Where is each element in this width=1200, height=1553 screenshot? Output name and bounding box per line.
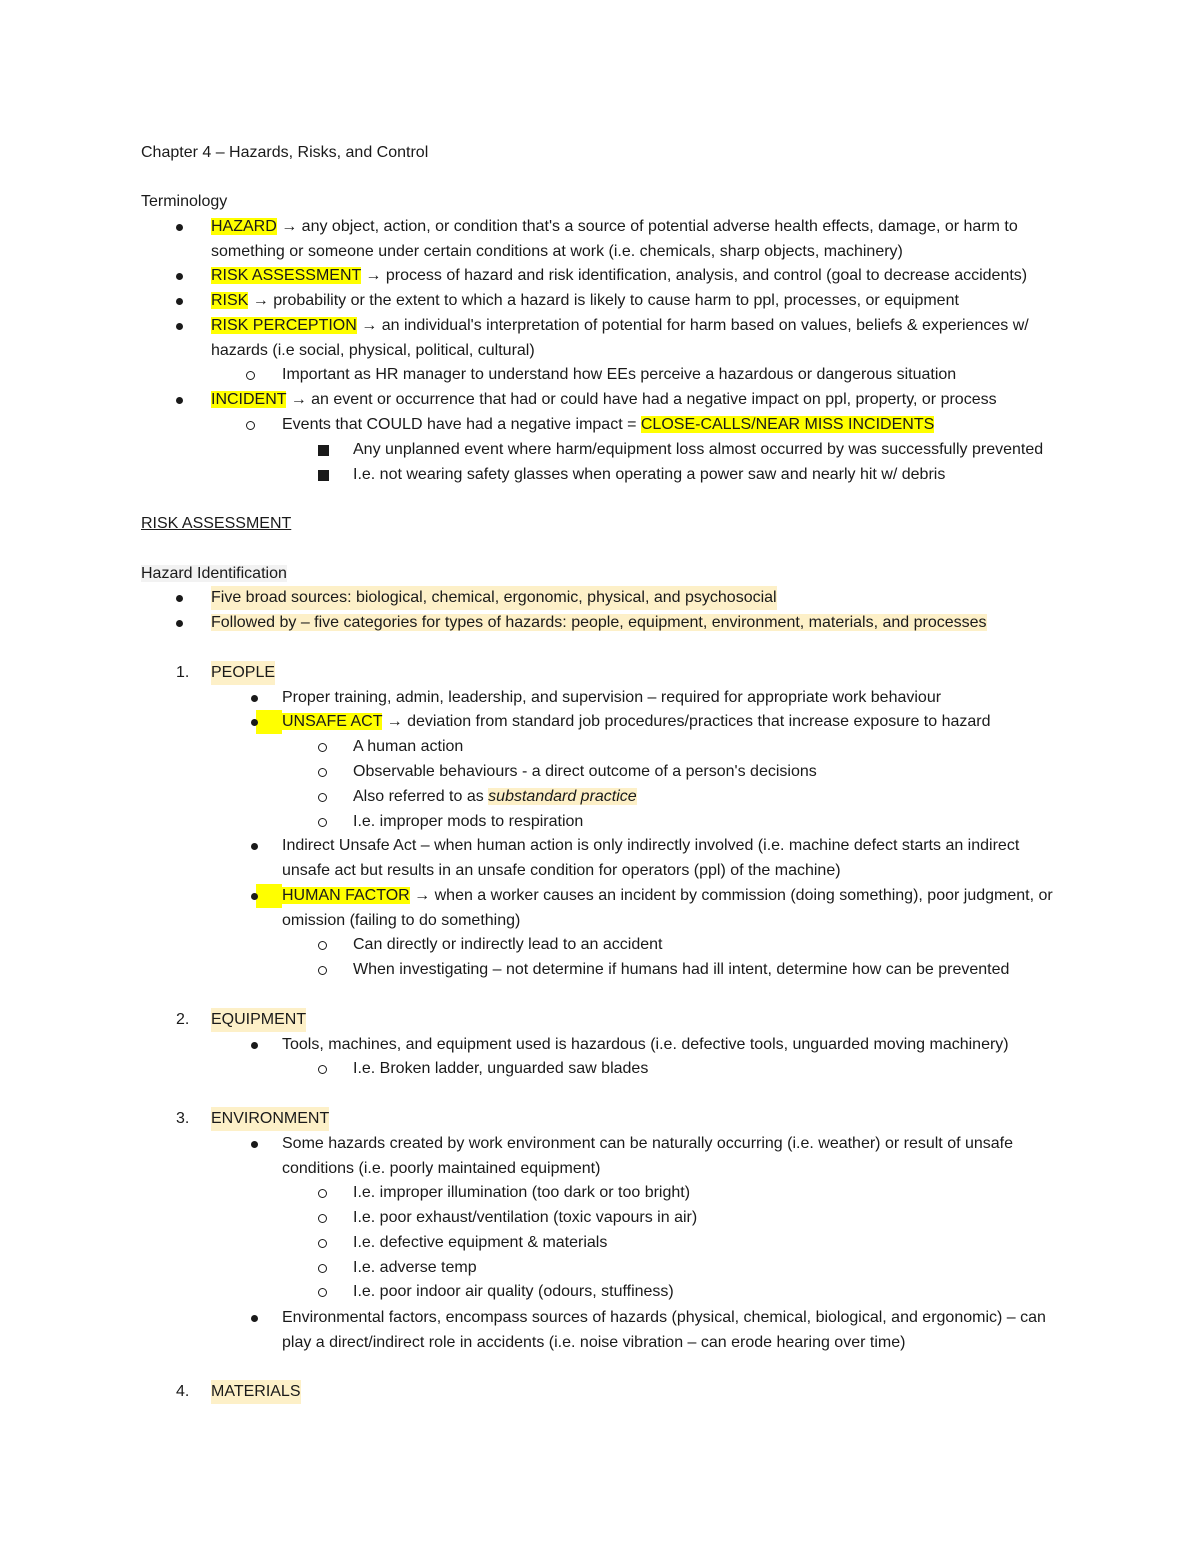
term-hazard: HAZARD [211, 218, 277, 235]
bullet-disc-icon [176, 397, 183, 404]
bullet-circle-icon [318, 1239, 327, 1248]
bullet-circle-icon [318, 1288, 327, 1297]
page-title: Chapter 4 – Hazards, Risks, and Control [141, 144, 429, 161]
list-item-text-cont: unsafe act but results in an unsafe condition for operators (ppl) of the machine) [282, 862, 841, 879]
risk-assessment-definition: → process of hazard and risk identification, analysis, and control (goal to decrease accidents) [360, 267, 1028, 284]
bullet-disc-icon [251, 1042, 258, 1049]
bullet-circle-icon [318, 941, 327, 950]
item-number: 2. [176, 1011, 190, 1028]
item-number: 1. [176, 664, 190, 681]
bullet-disc-icon [251, 719, 258, 726]
term-human-factor: HUMAN FACTOR [282, 887, 410, 904]
bullet-circle-icon [318, 1065, 327, 1074]
human-factor-definition-cont: omission (failing to do something) [282, 912, 521, 929]
sub-item-text: Important as HR manager to understand how EEs perceive a hazardous or dangerous situation [282, 366, 957, 383]
bullet-square-icon [318, 445, 329, 456]
bullet-circle-icon [246, 421, 255, 430]
category-label-people: PEOPLE [211, 661, 275, 685]
sub-item-text: Observable behaviours - a direct outcome of a person's decisions [353, 763, 817, 780]
bullet-disc-icon [176, 273, 183, 280]
category-label-materials: MATERIALS [211, 1380, 301, 1404]
list-item-text-cont: conditions (i.e. poorly maintained equipment) [282, 1160, 601, 1177]
hazard-identification-heading [141, 562, 287, 586]
list-item-text: Proper training, admin, leadership, and supervision – required for appropriate work behaviour [282, 689, 942, 706]
sub-item-text: I.e. Broken ladder, unguarded saw blades [353, 1060, 649, 1077]
section-heading-risk-assessment: RISK ASSESSMENT [141, 515, 292, 532]
highlight-marker [256, 710, 282, 734]
sub-item-text: Also referred to as [353, 788, 489, 805]
bullet-disc-icon [176, 298, 183, 305]
bullet-circle-icon [318, 966, 327, 975]
sub-item-text: I.e. poor exhaust/ventilation (toxic vapours in air) [353, 1209, 698, 1226]
highlight-marker [256, 884, 282, 908]
list-item-text-cont: play a direct/indirect role in accidents (i.e. noise vibration – can erode hearing over time) [282, 1334, 906, 1351]
five-sources-text: Five broad sources: biological, chemical, ergonomic, physical, and psychosocial [211, 586, 777, 610]
list-item-text: Indirect Unsafe Act – when human action is only indirectly involved (i.e. machine defect starts an indirect [282, 837, 1020, 854]
bullet-circle-icon [318, 1189, 327, 1198]
bullet-circle-icon [318, 1214, 327, 1223]
bullet-disc-icon [251, 1141, 258, 1148]
sub-item-text: When investigating – not determine if humans had ill intent, determine how can be prevented [353, 961, 1010, 978]
bullet-disc-icon [176, 620, 183, 627]
category-label-equipment: EQUIPMENT [211, 1008, 306, 1032]
list-item-text: Tools, machines, and equipment used is hazardous (i.e. defective tools, unguarded moving machinery) [282, 1036, 1009, 1053]
sub-item-text: A human action [353, 738, 464, 755]
bullet-disc-icon [251, 695, 258, 702]
sub-sub-item-text: Any unplanned event where harm/equipment loss almost occurred by was successfully prevented [353, 441, 1044, 458]
risk-definition: → probability or the extent to which a hazard is likely to cause harm to ppl, processes, or equipment [248, 292, 959, 309]
term-risk-perception: RISK PERCEPTION [211, 317, 357, 334]
sub-item-text: Events that COULD have had a negative impact = [282, 416, 641, 433]
sub-item-text: I.e. adverse temp [353, 1259, 477, 1276]
bullet-circle-icon [318, 818, 327, 827]
sub-item-text: I.e. poor indoor air quality (odours, stuffiness) [353, 1283, 674, 1300]
sub-item-text: I.e. improper mods to respiration [353, 813, 584, 830]
hazard-identification-label: Hazard Identification [141, 565, 287, 582]
unsafe-act-definition: → deviation from standard job procedures/practices that increase exposure to hazard [382, 713, 991, 730]
bullet-square-icon [318, 470, 329, 481]
bullet-disc-icon [251, 843, 258, 850]
incident-definition: → an event or occurrence that had or could have had a negative impact on ppl, property, or process [286, 391, 997, 408]
bullet-disc-icon [251, 1315, 258, 1322]
bullet-disc-icon [176, 595, 183, 602]
hazard-definition-cont: something or someone under certain conditions at work (i.e. chemicals, sharp objects, machinery) [211, 243, 903, 260]
bullet-disc-icon [251, 893, 258, 900]
followed-by-text: Followed by [211, 614, 301, 631]
category-label-environment: ENVIRONMENT [211, 1107, 329, 1131]
bullet-circle-icon [318, 1264, 327, 1273]
substandard-practice-text: substandard practice [488, 788, 637, 805]
term-near-miss: CLOSE-CALLS/NEAR MISS INCIDENTS [640, 416, 935, 433]
term-risk-assessment: RISK ASSESSMENT [211, 267, 361, 284]
sub-item-text: I.e. defective equipment & materials [353, 1234, 608, 1251]
bullet-circle-icon [318, 768, 327, 777]
hazard-definition: → any object, action, or condition that's a source of potential adverse health effects, damage, or harm to [276, 218, 1018, 235]
term-risk: RISK [211, 292, 249, 309]
list-item-text: Environmental factors, encompass sources of hazards (physical, chemical, biological, and ergonomic) – can [282, 1309, 1046, 1326]
item-number: 4. [176, 1383, 190, 1400]
bullet-disc-icon [176, 323, 183, 330]
list-item-text: Some hazards created by work environment can be naturally occurring (i.e. weather) or result of unsafe [282, 1135, 1014, 1152]
sub-item-text: I.e. improper illumination (too dark or too bright) [353, 1184, 691, 1201]
bullet-circle-icon [318, 793, 327, 802]
item-number: 3. [176, 1110, 190, 1127]
term-incident: INCIDENT [211, 391, 287, 408]
bullet-disc-icon [176, 224, 183, 231]
risk-perception-definition-cont: hazards (i.e social, physical, political, cultural) [211, 342, 535, 359]
bullet-circle-icon [318, 743, 327, 752]
risk-perception-definition: → an individual's interpretation of potential for harm based on values, beliefs & experiences w/ [356, 317, 1029, 334]
bullet-circle-icon [246, 371, 255, 380]
term-unsafe-act: UNSAFE ACT [282, 713, 383, 730]
terminology-heading: Terminology [141, 193, 228, 210]
five-categories-text: – five categories for types of hazards: people, equipment, environment, materials, and processes [300, 614, 987, 631]
human-factor-definition: → when a worker causes an incident by commission (doing something), poor judgment, or [409, 887, 1053, 904]
sub-sub-item-text: I.e. not wearing safety glasses when operating a power saw and nearly hit w/ debris [353, 466, 946, 483]
sub-item-text: Can directly or indirectly lead to an accident [353, 936, 663, 953]
